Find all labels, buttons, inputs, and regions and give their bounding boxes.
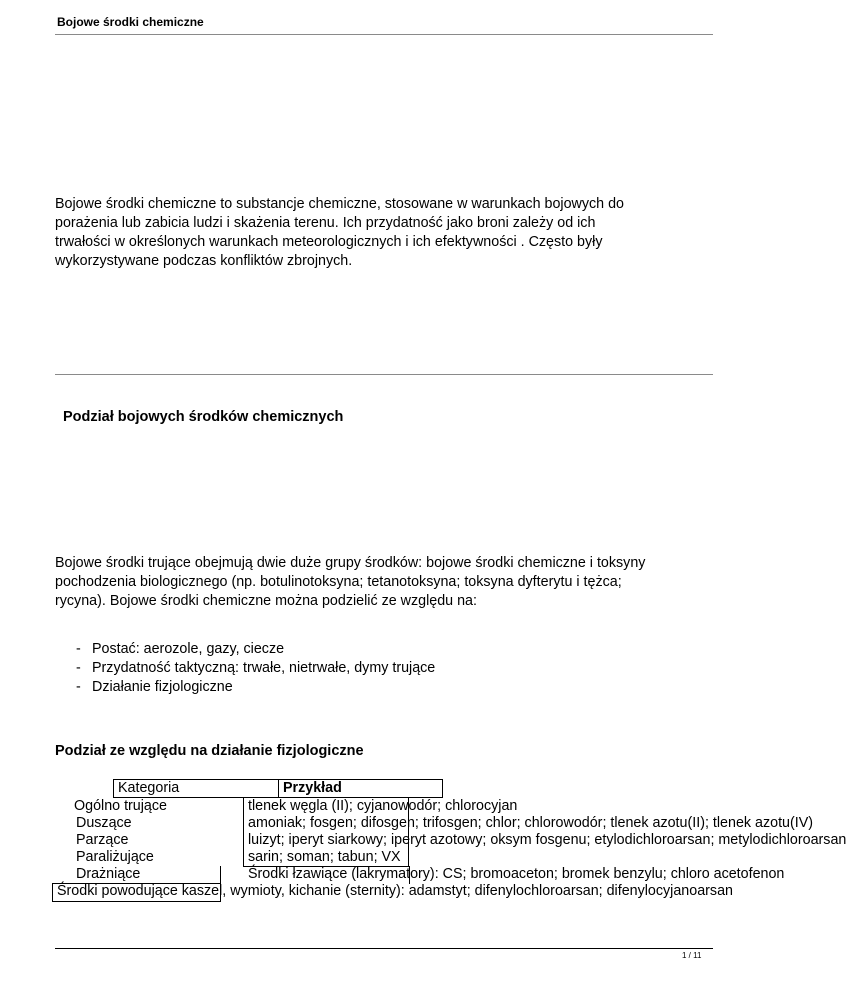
- table-cell-category: Parzące: [76, 832, 129, 848]
- table-inner-box: [220, 866, 410, 884]
- table-cell-category: Paraliżujące: [76, 849, 154, 865]
- section-paragraph-line: Bojowe środki trujące obejmują dwie duże grupy środków: bojowe środki chemiczne i toksyny: [55, 555, 646, 571]
- table-column-divider: [243, 798, 244, 867]
- intro-line: porażenia lub zabicia ludzi i skażenia terenu. Ich przydatność jako broni zależy od ich: [55, 215, 596, 231]
- intro-line: trwałości w określonych warunkach meteorologicznych i ich efektywności . Często były: [55, 234, 603, 250]
- table-cell-category: Środki powodujące kaszel, wymioty, kichanie (sternity): adamstyt; difenylochloroarsan; difenylocyjanoarsan: [57, 883, 733, 899]
- table-heading: Podział ze względu na działanie fizjologiczne: [55, 743, 364, 759]
- table-cell-category: Drażniące: [76, 866, 141, 882]
- list-item-text: Przydatność taktyczną: trwałe, nietrwałe, dymy trujące: [92, 660, 436, 676]
- table-cell-example: luizyt; iperyt siarkowy; iperyt azotowy; oksym fosgenu; etylodichloroarsan; metylodichloroarsan: [248, 832, 846, 848]
- section-heading: Podział bojowych środków chemicznych: [63, 409, 344, 425]
- list-item-text: Działanie fizjologiczne: [92, 679, 233, 695]
- table-cell-example: amoniak; fosgen; difosgen; trifosgen; chlor; chlorowodór; tlenek azotu(II); tlenek azotu(IV): [248, 815, 814, 831]
- table-last-row-box: [52, 883, 221, 902]
- intro-line: wykorzystywane podczas konfliktów zbrojnych.: [55, 253, 353, 269]
- table-cell-category: Duszące: [76, 815, 132, 831]
- list-item: - Przydatność taktyczną: trwałe, nietrwałe, dymy trujące: [76, 660, 436, 676]
- table-cell-category: Ogólno trujące: [74, 798, 167, 814]
- page-number: 1 / 11: [682, 951, 702, 960]
- table-header-category: Kategoria: [118, 780, 180, 796]
- table-header-divider: [278, 779, 279, 798]
- list-item-text: Postać: aerozole, gazy, ciecze: [92, 641, 285, 657]
- table-cell-example: tlenek węgla (II); cyjanowodór; chlorocyjan: [248, 798, 518, 814]
- table-cell-example: sarin; soman; tabun; VX: [248, 849, 401, 865]
- intro-line: Bojowe środki chemiczne to substancje chemiczne, stosowane w warunkach bojowych do: [55, 196, 624, 212]
- list-item: - Postać: aerozole, gazy, ciecze: [76, 641, 285, 657]
- section-paragraph-line: rycyna). Bojowe środki chemiczne można podzielić ze względu na:: [55, 593, 477, 609]
- table-cell-example: Środki łzawiące (lakrymatory): CS; bromoaceton; bromek benzylu; chloro acetofenon: [248, 866, 785, 882]
- list-item: - Działanie fizjologiczne: [76, 679, 233, 695]
- section-paragraph-line: pochodzenia biologicznego (np. botulinotoksyna; tetanotoksyna; toksyna dyfterytu i tężca;: [55, 574, 622, 590]
- footer-divider: [55, 948, 713, 949]
- table-header-example: Przykład: [283, 780, 342, 796]
- header-title: Bojowe środki chemiczne: [57, 15, 204, 29]
